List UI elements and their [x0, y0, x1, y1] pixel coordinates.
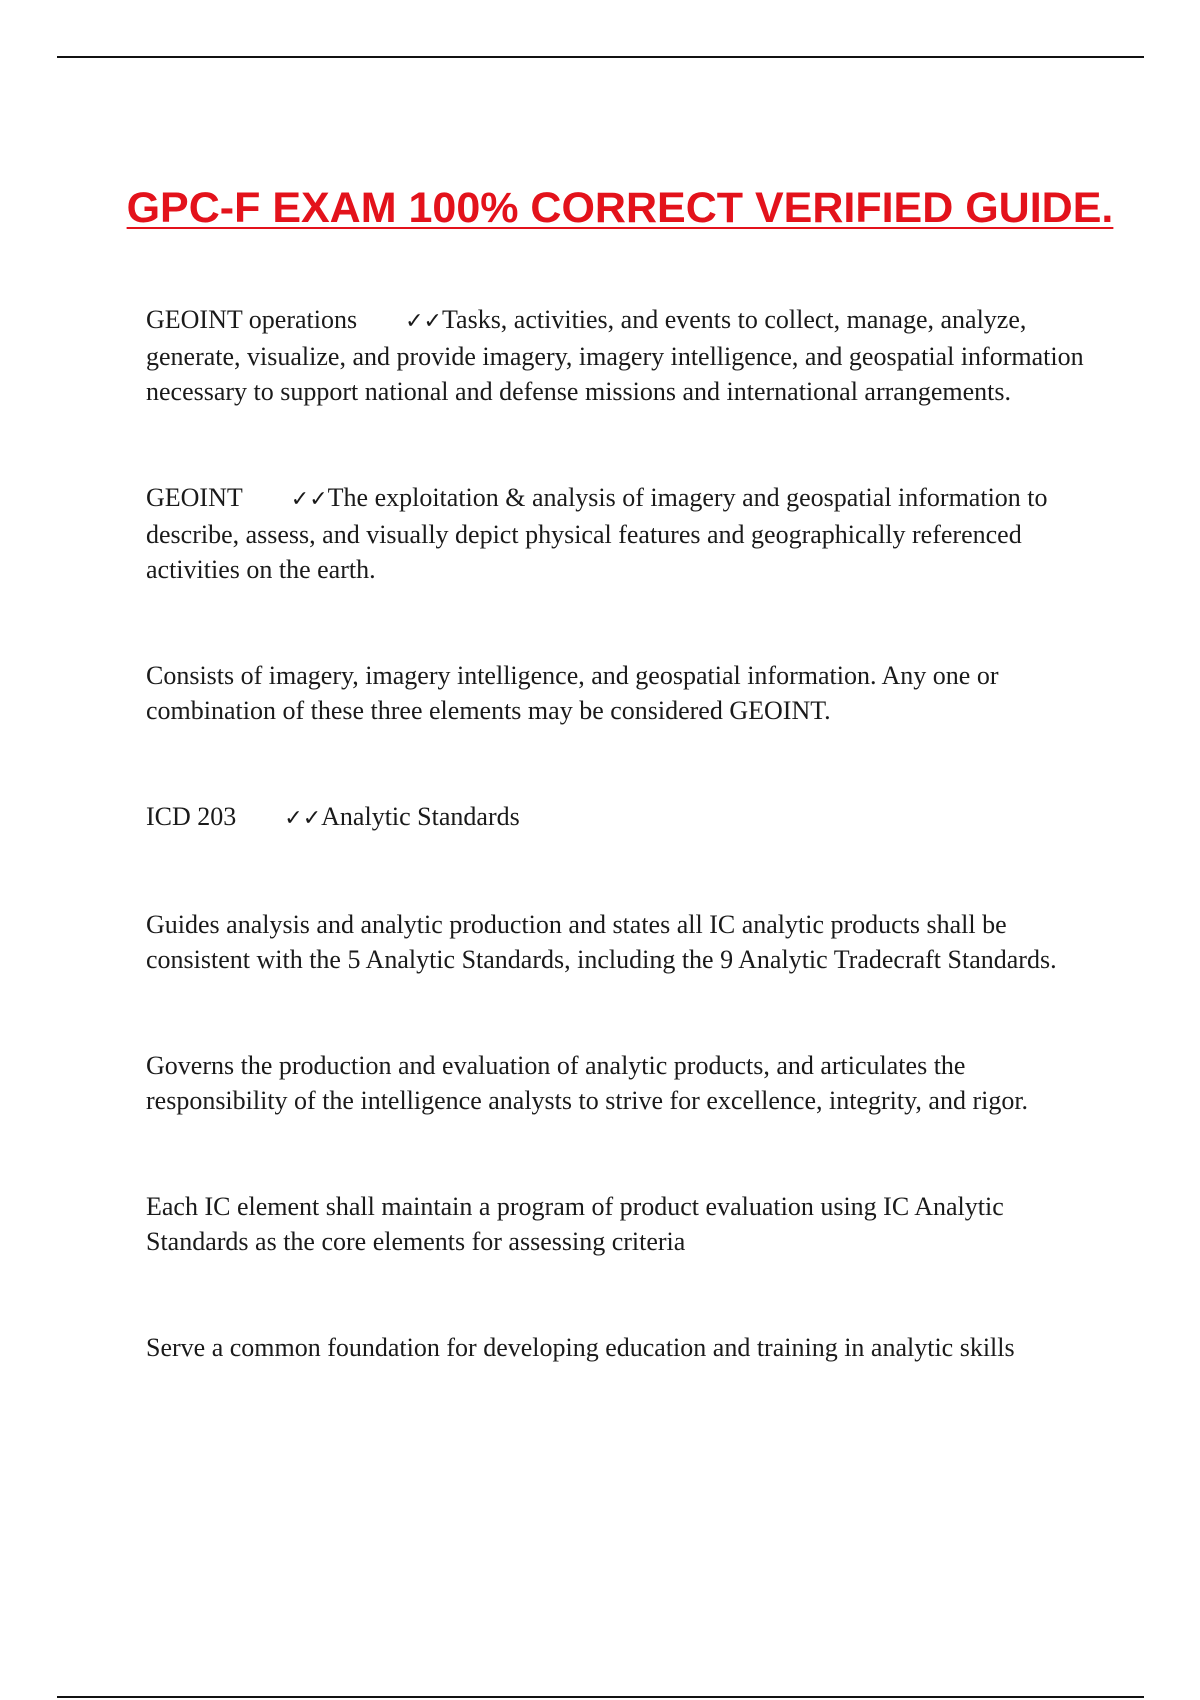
entry-geoint — [146, 480, 1106, 587]
entry-text: Governs the production and evaluation of analytic products, and articulates the responsibility of the intelligence analysts to strive for excellence, integrity, and rigor. — [146, 1051, 1029, 1115]
page-title: GPC-F EXAM 100% CORRECT VERIFIED GUIDE. — [126, 183, 1114, 232]
entry-term: GEOINT operations — [146, 305, 358, 334]
entry-term: GEOINT — [146, 483, 243, 512]
entry-geoint-operations — [146, 302, 1106, 409]
entry-text: Each IC element shall maintain a program of product evaluation using IC Analytic Standards as the core elements for assessing criteria — [146, 1192, 1004, 1256]
entry-icd-203 — [146, 799, 1106, 836]
bottom-rule — [57, 1696, 1144, 1698]
entry-definition: Analytic Standards — [321, 802, 520, 831]
entry-text: Consists of imagery, imagery intelligence, and geospatial information. Any one or combination of these three elements may be considered GEOINT. — [146, 661, 999, 725]
check-mark-icon: ✓✓ — [284, 806, 322, 831]
entry-text: Serve a common foundation for developing education and training in analytic skills — [146, 1333, 1015, 1362]
entry-text: Guides analysis and analytic production and states all IC analytic products shall be consistent with the 5 Analytic Standards, including the 9 Analytic Tradecraft Standards. — [146, 910, 1057, 974]
document-body — [146, 302, 1106, 1365]
check-mark-icon: ✓✓ — [290, 487, 328, 512]
check-mark-icon: ✓✓ — [405, 309, 442, 334]
top-rule — [57, 56, 1144, 58]
entry-definition: Tasks, activities, and events to collect, manage, analyze, generate, visualize, and provide imagery, imagery intelligence, and geospatial information necessary to support national and defense missions and international arrangements. — [146, 305, 1084, 406]
entry-definition: The exploitation & analysis of imagery and geospatial information to describe, assess, and visually depict physical features and geographically referenced activities on the earth. — [146, 483, 1048, 584]
entry-term: ICD 203 — [146, 802, 237, 831]
